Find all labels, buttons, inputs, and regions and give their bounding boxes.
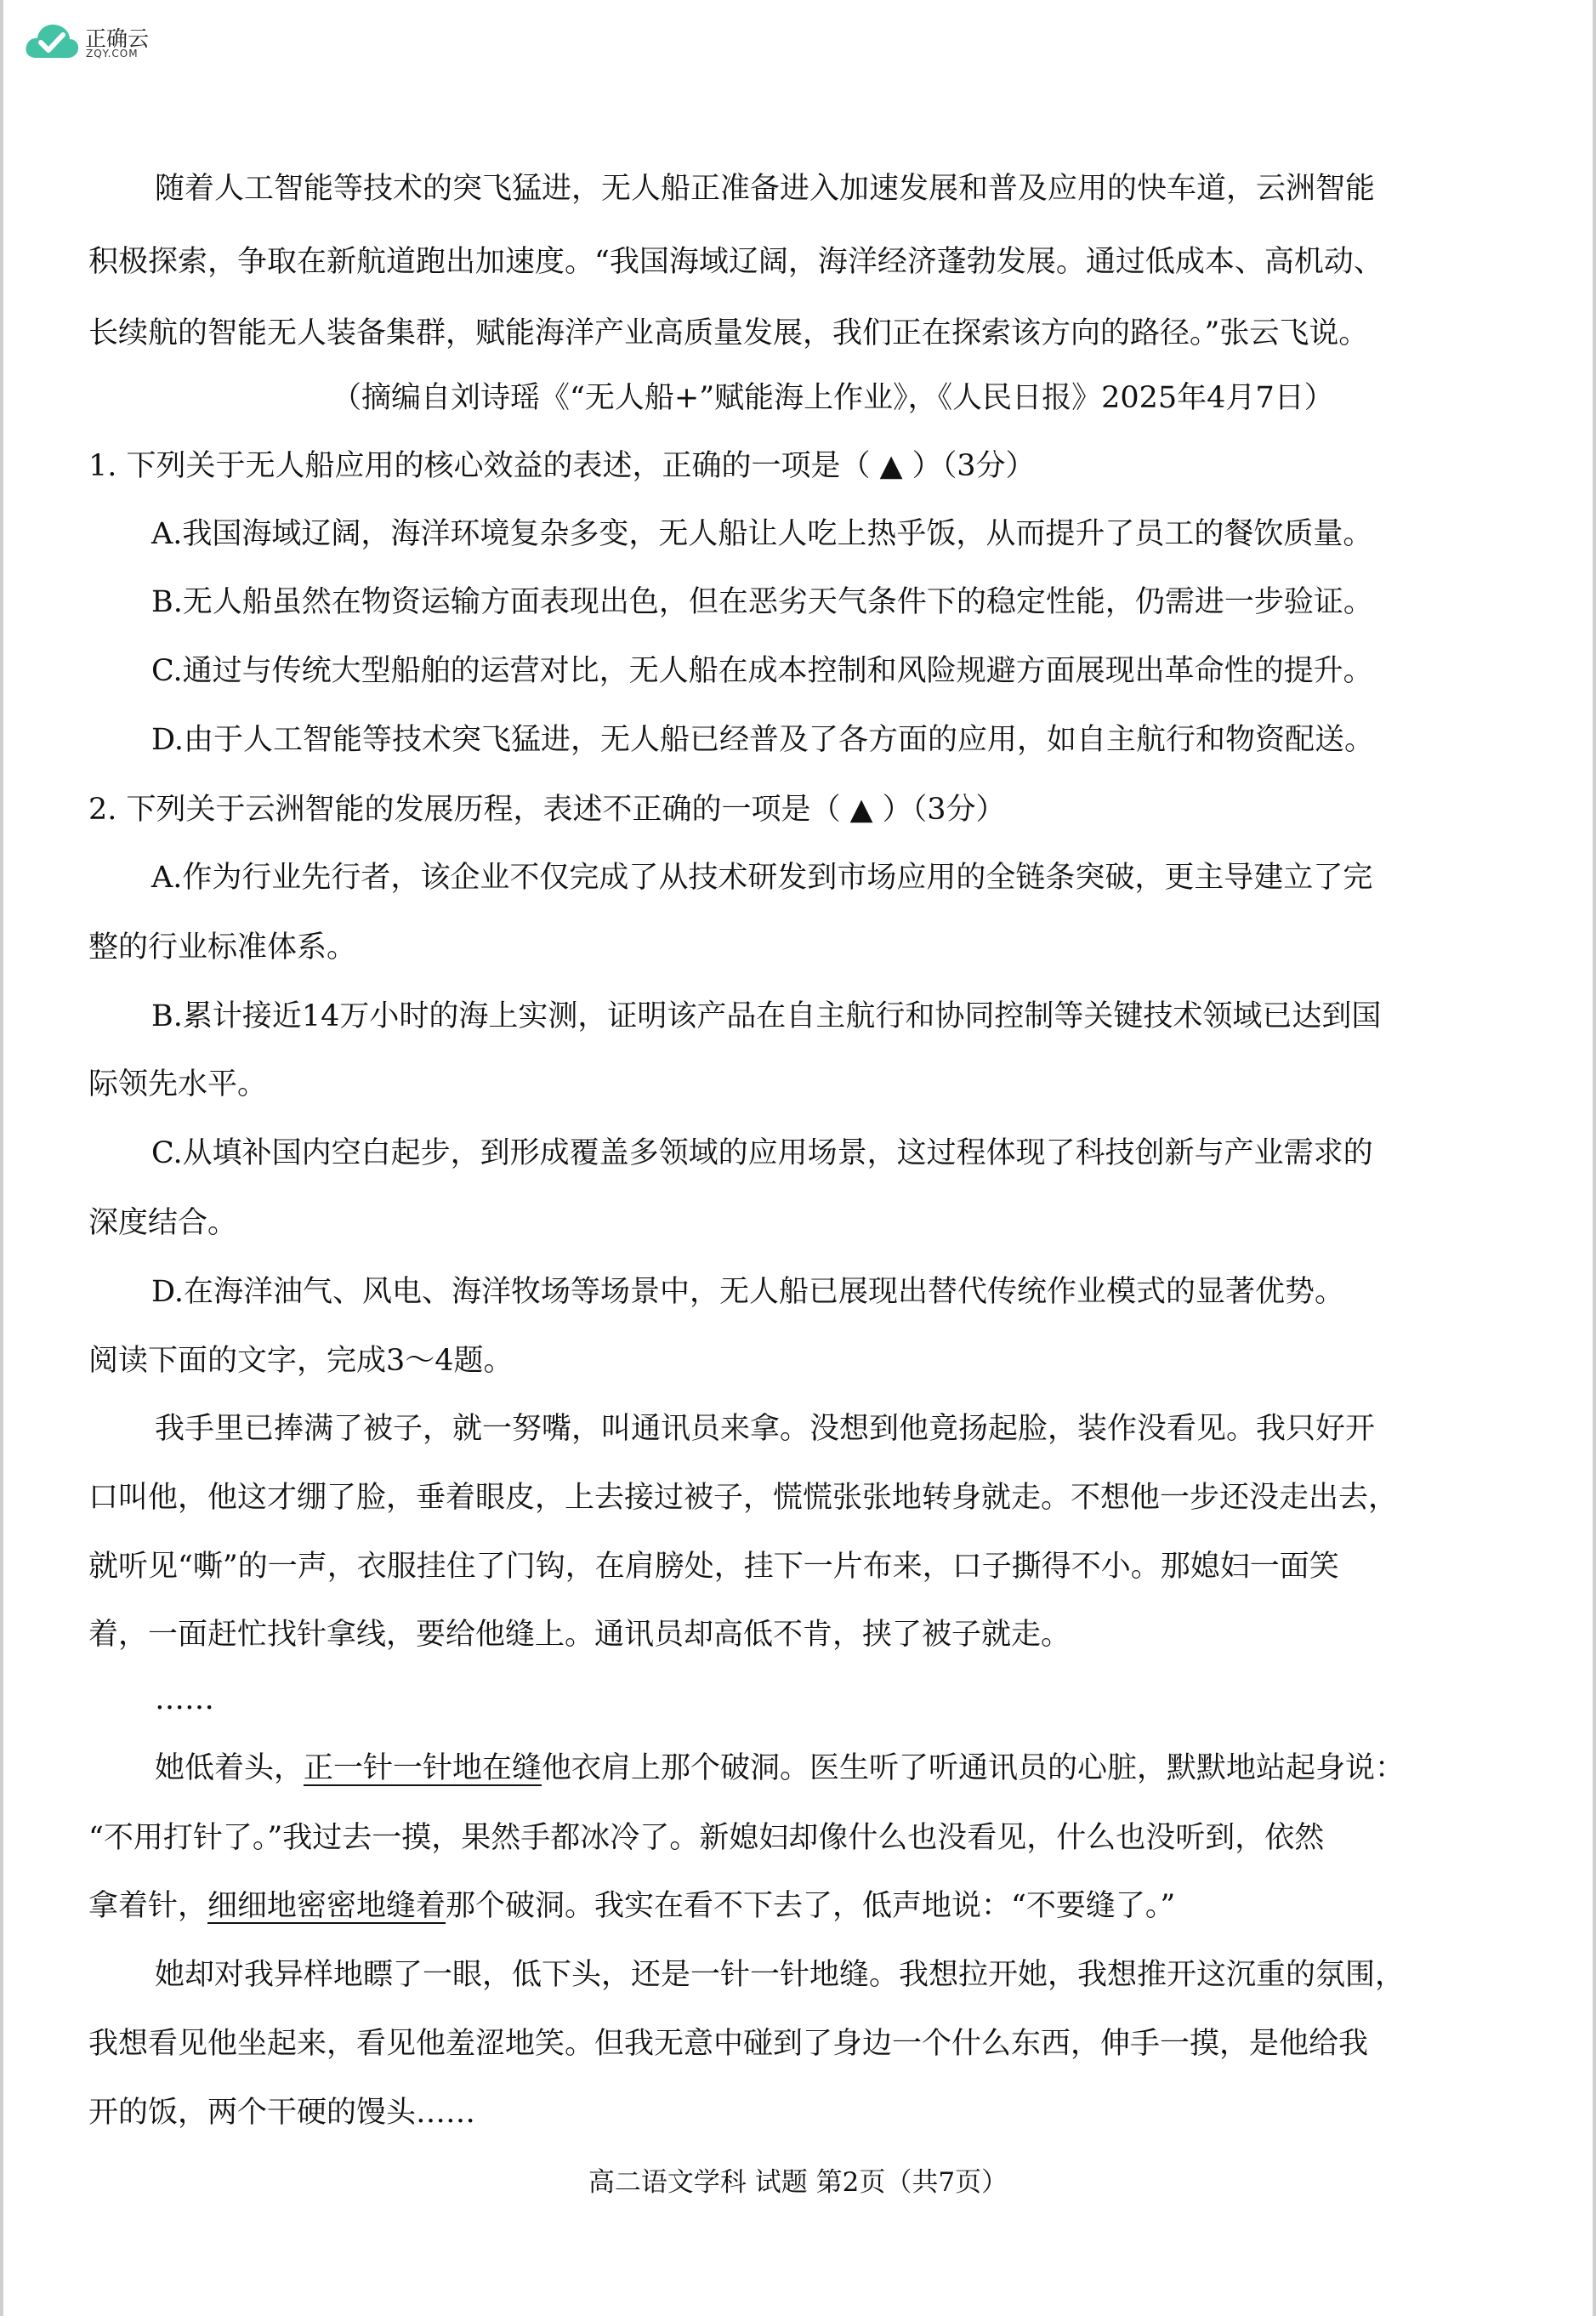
question-1-option-d: D.由于人工智能等技术突飞猛进，无人船已经普及了各方面的应用，如自主航行和物资配送。 (151, 723, 1374, 757)
question-1-stem: 1. 下列关于无人船应用的核心效益的表述，正确的一项是（ ▲ ）（3分） (88, 449, 1036, 483)
passage2-para1-line-2: 口叫他，他这才绷了脸，垂着眼皮，上去接过被子，慌慌张张地转身就走。不想他一步还没走出去， (88, 1481, 1399, 1515)
page-footer: 高二语文学科 试题 第2页（共7页） (588, 2167, 1008, 2198)
passage1-source: （摘编自刘诗瑶《“无人船+”赋能海上作业》，《人民日报》2025年4月7日） (332, 381, 1334, 415)
scan-edge-left (0, 0, 3, 2316)
passage1-line-3: 长续航的智能无人装备集群，赋能海洋产业高质量发展，我们正在探索该方向的路径。”张云飞说。 (88, 316, 1369, 350)
underlined-phrase-1: 正一针一针地在缝 (304, 1751, 542, 1785)
question-2-option-b-line-2: 际领先水平。 (88, 1067, 268, 1101)
scan-edge-right (1593, 0, 1596, 2316)
para2-line3-end: 那个破洞。我实在看不下去了，低声地说：“不要缝了。” (446, 1889, 1176, 1923)
para2-line1-start: 她低着头， (155, 1751, 304, 1785)
passage2-para3-line-1: 她却对我异样地瞟了一眼，低下头，还是一针一针地缝。我想拉开她，我想推开这沉重的氛围， (155, 1958, 1406, 1992)
question-1-option-c: C.通过与传统大型船舶的运营对比，无人船在成本控制和风险规避方面展现出革命性的提升。 (151, 654, 1373, 688)
passage2-para1-line-3: 就听见“嘶”的一声，衣服挂住了门钩，在肩膀处，挂下一片布来，口子撕得不小。那媳妇一面笑 (88, 1550, 1339, 1584)
site-logo[interactable] (24, 19, 168, 63)
underlined-phrase-2: 细细地密密地缝着 (207, 1889, 446, 1923)
question-2-option-c-line-2: 深度结合。 (88, 1206, 238, 1240)
passage2-para2-line-1 (155, 1748, 1405, 1789)
question-1-option-b: B.无人船虽然在物资运输方面表现出色，但在恶劣天气条件下的稳定性能，仍需进一步验证。 (151, 585, 1373, 619)
passage1-line-2: 积极探索，争取在新航道跑出加速度。“我国海域辽阔，海洋经济蓬勃发展。通过低成本、高机动、 (88, 245, 1383, 279)
question-2-option-a-line-1: A.作为行业先行者，该企业不仅完成了从技术研发到市场应用的全链条突破，更主导建立了完 (151, 861, 1373, 895)
passage2-para2-line-3 (88, 1886, 1175, 1926)
para2-line1-end: 他衣肩上那个破洞。医生听了听通讯员的心脏，默默地站起身说： (542, 1751, 1406, 1785)
passage2-para2-line-2: “不用打针了。”我过去一摸，果然手都冰冷了。新媳妇却像什么也没看见，什么也没听到，依然 (88, 1821, 1325, 1855)
logo-name: 正确云 (85, 26, 150, 51)
passage2-para3-line-2: 我想看见他坐起来，看见他羞涩地笑。但我无意中碰到了身边一个什么东西，伸手一摸，是他给我 (88, 2027, 1369, 2061)
logo-domain: ZQY.COM (86, 48, 139, 60)
cloud-check-icon (24, 20, 80, 60)
passage2-para1-line-4: 着，一面赶忙找针拿线，要给他缝上。通讯员却高低不肯，挟了被子就走。 (88, 1618, 1071, 1652)
question-2-option-b-line-1: B.累计接近14万小时的海上实测，证明该产品在自主航行和协同控制等关键技术领域已达到国 (151, 999, 1382, 1033)
passage2-para3-line-3: 开的饭，两个干硬的馒头…… (88, 2096, 476, 2130)
question-1-option-a: A.我国海域辽阔，海洋环境复杂多变，无人船让人吃上热乎饭，从而提升了员工的餐饮质量。 (151, 517, 1373, 551)
reading-instruction: 阅读下面的文字，完成3～4题。 (88, 1344, 514, 1378)
question-2-stem: 2. 下列关于云洲智能的发展历程，表述不正确的一项是（ ▲ ）（3分） (88, 793, 1006, 827)
question-2-option-a-line-2: 整的行业标准体系。 (88, 930, 357, 965)
passage1-line-1: 随着人工智能等技术的突飞猛进，无人船正准备进入加速发展和普及应用的快车道，云洲智能 (155, 172, 1376, 206)
passage2-ellipsis: …… (155, 1682, 214, 1716)
question-2-option-d: D.在海洋油气、风电、海洋牧场等场景中，无人船已展现出替代传统作业模式的显著优势。 (151, 1275, 1344, 1309)
passage2-para1-line-1: 我手里已捧满了被子，就一努嘴，叫通讯员来拿。没想到他竟扬起脸，装作没看见。我只好开 (155, 1412, 1376, 1446)
para2-line3-start: 拿着针， (88, 1889, 208, 1923)
question-2-option-c-line-1: C.从填补国内空白起步，到形成覆盖多领域的应用场景，这过程体现了科技创新与产业需求的 (151, 1136, 1373, 1170)
